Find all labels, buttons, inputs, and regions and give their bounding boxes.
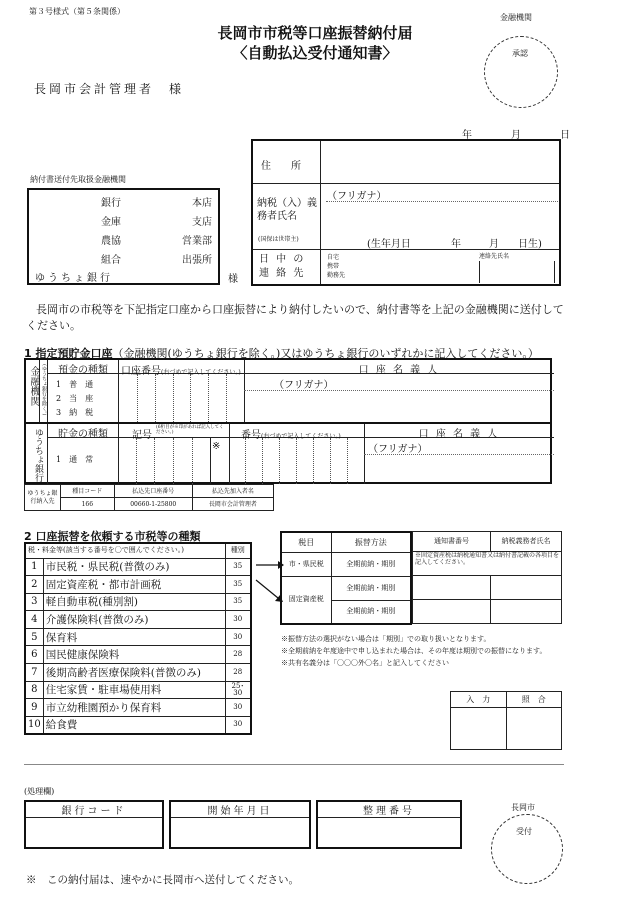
birth-open: (生年月日: [367, 239, 411, 250]
account-no-label: 口座番号: [121, 366, 161, 377]
tax-row-code: 30: [225, 611, 251, 629]
method-option-3[interactable]: 全期前納・期別: [331, 600, 411, 624]
date-day: 日: [560, 130, 570, 141]
col-sep-2: [244, 360, 245, 422]
start-date-table: [169, 800, 311, 849]
transfer-header-account: 払込先口座番号: [114, 485, 192, 498]
bank-holder-furigana-line: [244, 390, 554, 391]
form-subtitle: 〈自動払込受付通知書〉: [232, 44, 398, 62]
number-note: (右づめで記入してください。): [261, 433, 341, 440]
check-stamp-cell[interactable]: [506, 708, 562, 750]
tax-row-name: 市立幼稚園預かり保育料: [43, 699, 225, 717]
tax-row-code: 30: [225, 699, 251, 717]
notice-note: ※固定資産税は納税通知書又は納付書記載の各項目を記入してください。: [413, 552, 562, 576]
account-no-cells[interactable]: [137, 374, 244, 422]
tax-row[interactable]: [25, 628, 251, 646]
date-month: 月: [511, 130, 521, 141]
bank-type-ginko: 銀行: [101, 198, 121, 209]
tax-row-name: 国民健康保険料: [43, 646, 225, 664]
bank-stamp-label: 金融機関: [500, 13, 532, 22]
symbol-note: (6桁目が※印があれば記入してください。): [156, 425, 224, 435]
tax-row-no[interactable]: 3: [25, 593, 43, 611]
tax-row-no[interactable]: 9: [25, 699, 43, 717]
note-1: ※振替方法の選択がない場合は「期別」での取り扱いとなります。: [281, 635, 491, 643]
tax-row-no[interactable]: 8: [25, 681, 43, 699]
bank-code-header: 銀行コード: [25, 801, 163, 818]
input-header: 入 力: [451, 692, 507, 708]
contact-types: [327, 253, 345, 280]
tax-row-code: 25･30: [225, 681, 251, 699]
tax-row[interactable]: [25, 716, 251, 734]
number-label: 番号: [241, 430, 261, 441]
tax-row-code: 28: [225, 646, 251, 664]
tax-row-name: 給食費: [43, 716, 225, 734]
tax-row[interactable]: [25, 593, 251, 611]
tax-type-table: [24, 542, 252, 735]
contact-name-bracket[interactable]: [479, 261, 555, 283]
col-sep-1: [118, 360, 119, 422]
branch-type-eigyobu: 営業部: [182, 236, 212, 247]
account-no-note: (右づめで記入してください。): [161, 369, 241, 376]
tax-row-name: 住宅家賃・駐車場使用料: [43, 681, 225, 699]
ref-no-input[interactable]: [317, 818, 461, 848]
tax-col-header: 税・料金等(該当する番号を〇で囲んでください。): [25, 543, 225, 558]
bank-holder-input[interactable]: [248, 392, 550, 420]
bank-code-input[interactable]: [25, 818, 163, 848]
addressee: 長岡市会計管理者 様: [34, 82, 185, 96]
tax-row-code: 30: [225, 628, 251, 646]
tax-row-name: 介護保険料(普徴のみ): [43, 611, 225, 629]
method-tax-property: 固定資産税: [281, 576, 331, 624]
bank-code-table: [24, 800, 164, 849]
tax-row-name: 後期高齢者医療保険料(普徴のみ): [43, 664, 225, 682]
bank-holder-furigana: （フリガナ）: [274, 380, 334, 391]
tax-row[interactable]: [25, 681, 251, 699]
city-stamp-label: 長岡市: [511, 803, 535, 812]
deposit-type-futsu[interactable]: 1 普 通: [56, 380, 94, 389]
city-stamp-text: 受付: [516, 827, 532, 836]
tax-row-no[interactable]: 4: [25, 611, 43, 629]
tax-row[interactable]: [25, 699, 251, 717]
bank-type-kinko: 金庫: [101, 217, 121, 228]
notice-table: [412, 531, 562, 624]
notice-name-input-2[interactable]: [491, 600, 562, 624]
date-year: 年: [462, 130, 472, 141]
transfer-header-code: 種目コード: [61, 485, 115, 498]
yucho-type-tsujo[interactable]: 1 通 常: [56, 455, 94, 464]
deposit-type-toza[interactable]: 2 当 座: [56, 394, 94, 403]
transfer-account: 00660-1-25800: [114, 498, 192, 511]
address-input[interactable]: [324, 143, 558, 181]
arrow-line-2: [256, 580, 278, 598]
tax-row[interactable]: [25, 664, 251, 682]
input-check-table: [450, 691, 562, 750]
ref-no-table: [316, 800, 462, 849]
tax-row-name: 市民税・県民税(普徴のみ): [43, 558, 225, 576]
yucho-holder-input[interactable]: [368, 456, 550, 482]
tax-row-code: 35: [225, 593, 251, 611]
birth-year: 年: [451, 239, 461, 250]
bank-approval-stamp-text: 承認: [512, 49, 528, 58]
deposit-types: [56, 378, 93, 420]
intro-text: 長岡市の市税等を下記指定口座から口座振替により納付したいので、納付書等を上記の金融機関に送付してください。: [26, 303, 564, 332]
branch-type-shiten: 支店: [192, 217, 212, 228]
tax-row-no[interactable]: 6: [25, 646, 43, 664]
type-col-header: 種別: [225, 543, 251, 558]
section2-title: 2 口座振替を依頼する市税等の種類: [24, 530, 201, 543]
method-header-tax: 税目: [281, 532, 331, 552]
tax-row[interactable]: [25, 576, 251, 594]
notice-no-input-1[interactable]: [413, 576, 491, 600]
bank-approval-stamp-circle: [484, 36, 558, 108]
ref-no-header: 整理番号: [317, 801, 461, 818]
savings-type-header: 貯金の種類: [58, 429, 108, 440]
method-option-1[interactable]: 全期前納・期別: [331, 552, 411, 576]
name-furigana-line: [326, 201, 558, 202]
deposit-type-nozei[interactable]: 3 納 税: [56, 408, 94, 417]
transfer-name: 長岡市会計管理者: [192, 498, 273, 511]
sender-bank-title: 納付書送付先取扱金融機関: [30, 175, 126, 184]
sender-bank-sama: 様: [228, 274, 238, 285]
tax-row-no[interactable]: 1: [25, 558, 43, 576]
bank-side-label: 金融機関: [28, 366, 39, 406]
transfer-code: 166: [61, 498, 115, 511]
notice-header-no: 通知書番号: [413, 532, 491, 552]
taxpayer-box: [251, 139, 561, 286]
address-label: 住 所: [261, 161, 301, 172]
form-title: 長岡市市税等口座振替納付届: [217, 24, 413, 42]
input-stamp-cell[interactable]: [451, 708, 507, 750]
branch-type-honten: 本店: [192, 198, 212, 209]
tax-row[interactable]: [25, 646, 251, 664]
form-number: 第３号様式（第５条関係）: [29, 7, 125, 16]
name-note: (国保は世帯主): [258, 236, 299, 243]
tax-row-no[interactable]: 2: [25, 576, 43, 594]
bank-side-note: (ゆうちょ銀行を除く。): [41, 364, 47, 416]
tax-row-no[interactable]: 10: [25, 716, 43, 734]
tax-row-name: 固定資産税・都市計画税: [43, 576, 225, 594]
method-table: [280, 531, 412, 625]
notice-header-name: 納税義務者氏名: [491, 532, 562, 552]
processing-divider: [24, 764, 564, 765]
account-box: [24, 358, 552, 484]
method-option-2[interactable]: 全期前納・期別: [331, 576, 411, 600]
yucho-transfer-label: ゆうちょ銀行納入先: [25, 485, 61, 511]
name-furigana-label: （フリガナ）: [327, 191, 387, 202]
tax-row-code: 35: [225, 558, 251, 576]
notice-name-input-1[interactable]: [491, 576, 562, 600]
divider-1: [253, 183, 559, 184]
contact-name-label: 連絡先氏名: [479, 253, 510, 260]
tax-row-name: 保育料: [43, 628, 225, 646]
yucho-side-label: ゆうちょ銀行: [33, 428, 43, 482]
notice-no-input-2[interactable]: [413, 600, 491, 624]
name-label: 納税（入）義務者氏名: [257, 198, 317, 222]
section1-title: 1 指定預貯金口座: [24, 347, 113, 360]
yucho-bank-option: ゆうちょ銀行: [35, 273, 113, 284]
tax-row[interactable]: [25, 611, 251, 629]
symbol-asterisk: ※: [212, 441, 221, 452]
method-tax-city: 市・県民税: [281, 552, 331, 576]
footer-note: ※ この納付届は、速やかに長岡市へ送付してください。: [26, 874, 299, 886]
tax-row-code: 35: [225, 576, 251, 594]
sender-bank-right-list: [182, 194, 212, 270]
number-cells[interactable]: [229, 438, 364, 484]
tax-row-code: 30: [225, 716, 251, 734]
holder-header: 口 座 名 義 人: [358, 365, 440, 376]
tax-row[interactable]: [25, 558, 251, 576]
contact-type-work: 勤務先: [327, 272, 346, 279]
tax-row-name: 軽自動車税(種別割): [43, 593, 225, 611]
yucho-holder-furigana-line: [364, 454, 554, 455]
transfer-header-name: 払込先加入者名: [192, 485, 273, 498]
tax-row-no[interactable]: 7: [25, 664, 43, 682]
start-date-input[interactable]: [170, 818, 310, 848]
note-2: ※全期前納を年度途中で申し込まれた場合は、その年度は期別での振替になります。: [281, 647, 547, 655]
processing-title: (処理欄): [24, 787, 55, 796]
note-3: ※共有名義分は「〇〇〇外〇名」と記入してください: [281, 659, 449, 667]
section2-notes: [281, 633, 621, 669]
sender-bank-box[interactable]: [27, 188, 220, 285]
contact-label: 日 中 の 連 絡 先: [259, 254, 306, 279]
yucho-transfer-table: [24, 484, 274, 511]
deposit-type-header: 預金の種類: [58, 365, 108, 376]
bank-type-kumiai: 組合: [101, 255, 121, 266]
name-input[interactable]: [325, 205, 559, 231]
tax-rows: [25, 558, 251, 734]
start-date-header: 開始年月日: [170, 801, 310, 818]
contact-type-home: 自宅: [327, 254, 340, 261]
section1-note: （金融機関(ゆうちょ銀行を除く。)又はゆうちょ銀行のいずれかに記入してください。）: [112, 347, 539, 360]
yucho-holder-header: 口 座 名 義 人: [418, 429, 500, 440]
method-header-method: 振替方法: [331, 532, 411, 552]
birth-day: 日生): [518, 239, 542, 250]
yucho-holder-furigana: （フリガナ）: [368, 444, 428, 455]
city-stamp-circle: [491, 814, 563, 884]
bank-type-nokyo: 農協: [101, 236, 121, 247]
check-header: 照 合: [506, 692, 562, 708]
contact-type-mobile: 携帯: [327, 263, 340, 270]
symbol-label: 記号: [132, 430, 152, 441]
tax-row-code: 28: [225, 664, 251, 682]
tax-row-no[interactable]: 5: [25, 628, 43, 646]
birth-month: 月: [489, 239, 499, 250]
sender-bank-left-list: [101, 194, 121, 270]
branch-type-shutchojo: 出張所: [182, 255, 212, 266]
